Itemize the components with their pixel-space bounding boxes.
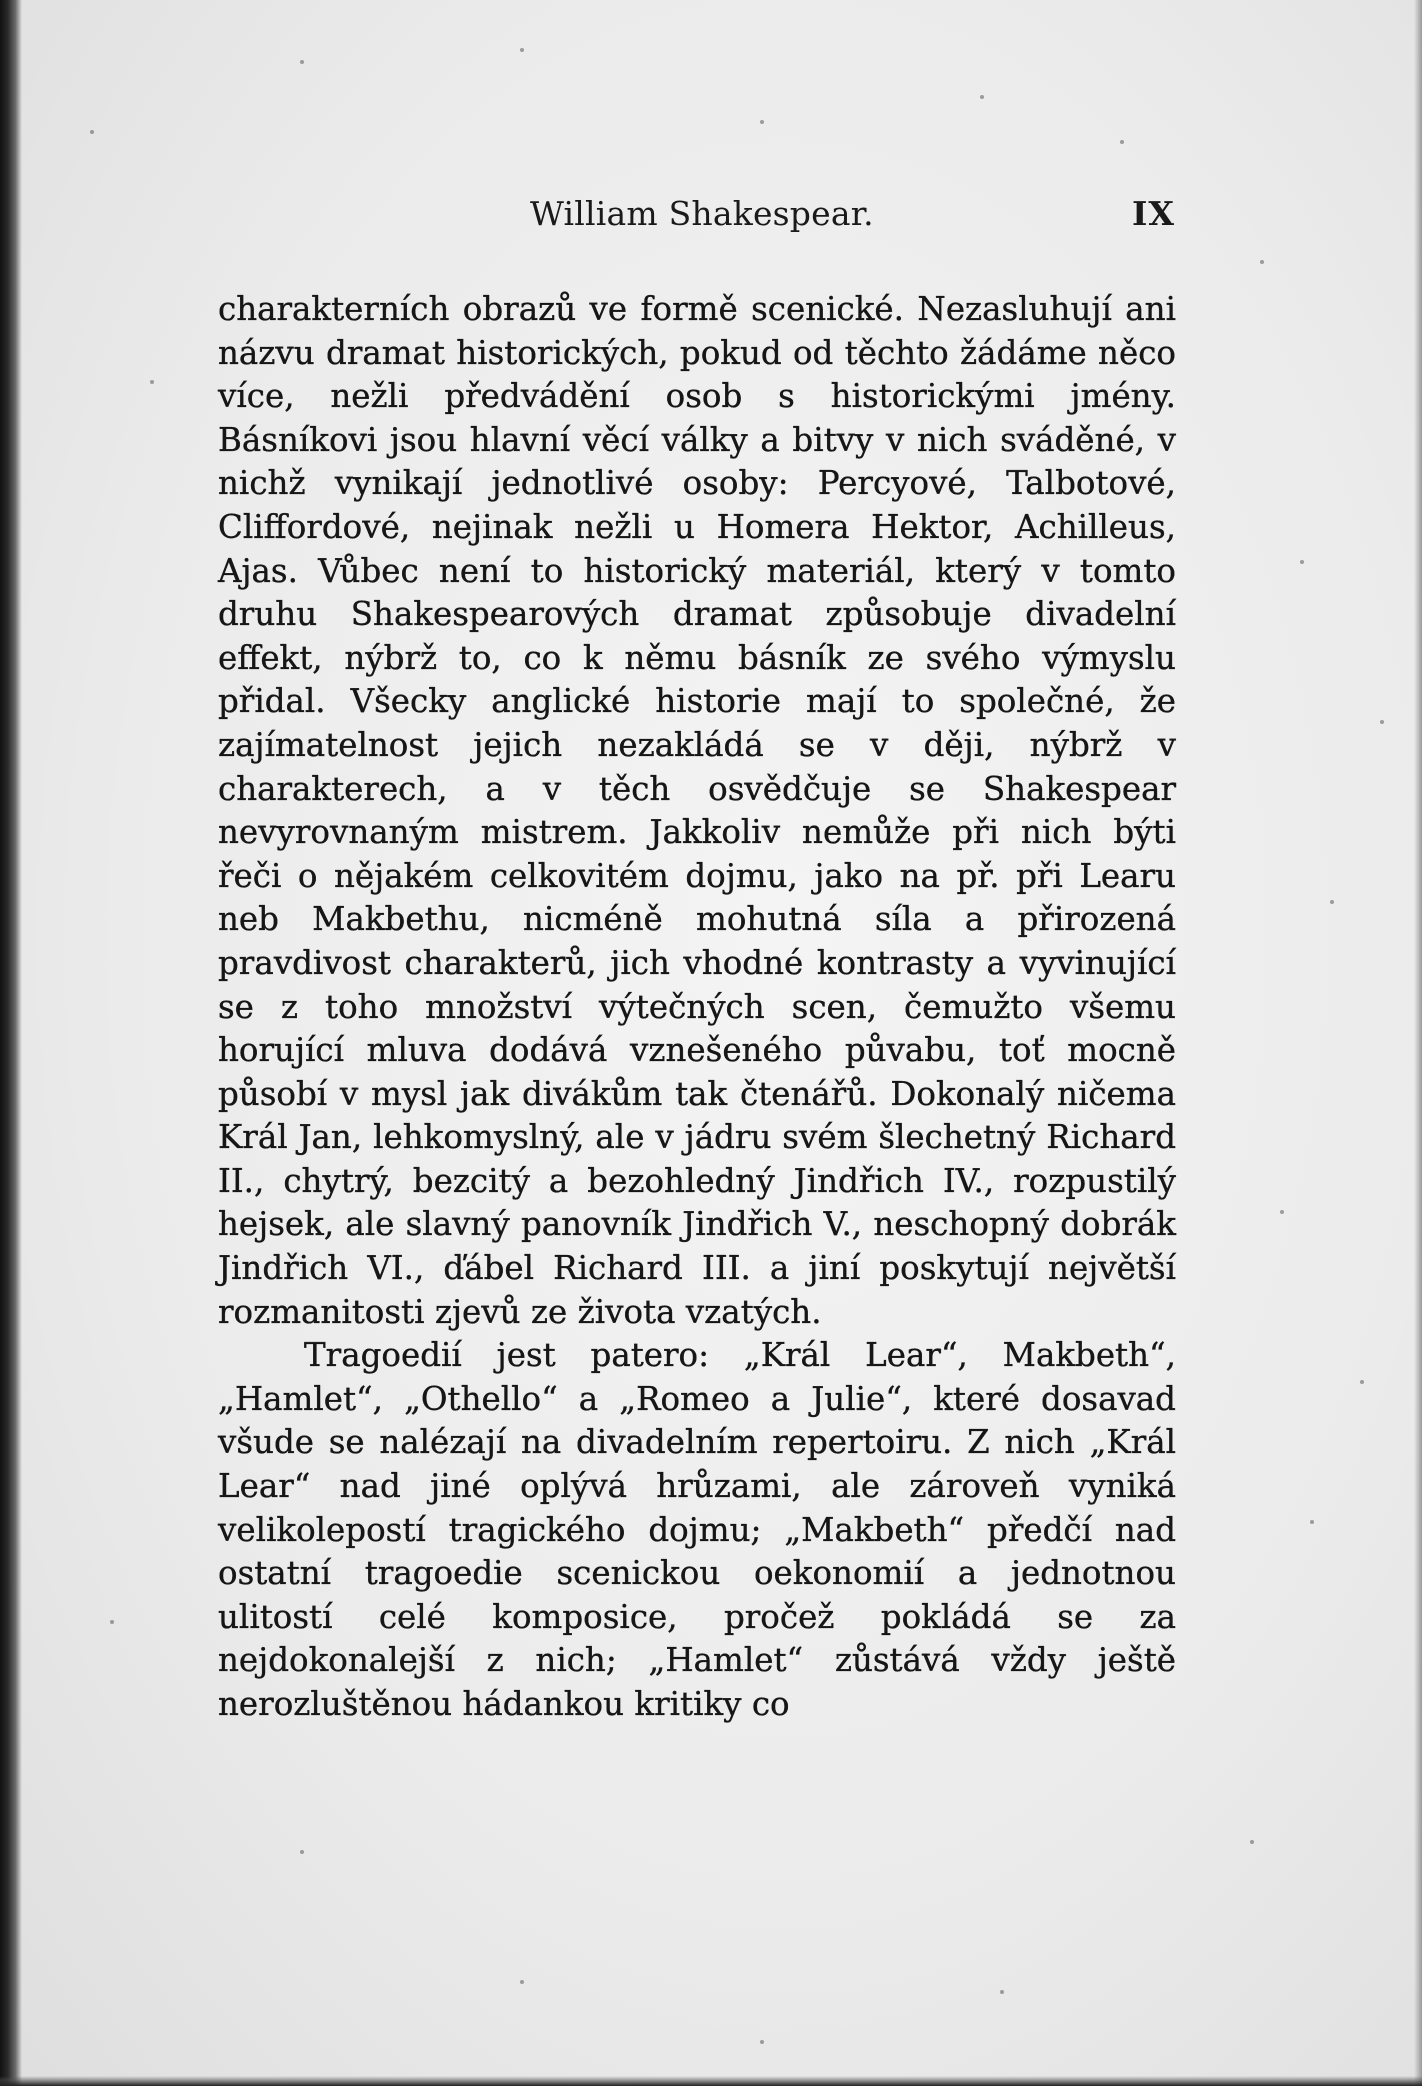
body-text — [218, 288, 1176, 1727]
page-right-edge-shadow — [1414, 0, 1422, 2086]
paragraph: Tragoedií jest patero: „Král Lear“, Makbeth“, „Hamlet“, „Othello“ a „Romeo a Julie“, které dosavad všude se nalézají na divadelním repertoiru. Z nich „Král Lear“ nad jiné oplývá hrůzami, ale zároveň vyniká velikolepostí tragického dojmu; „Makbeth“ předčí nad ostatní tragoedie scenickou oekonomií a jednotnou ulitostí celé komposice, pročež pokládá se za nejdokonalejší z nich; „Hamlet“ zůstává vždy ještě nerozluštěnou hádankou kritiky co — [218, 1336, 1176, 1723]
page-number: IX — [1131, 194, 1175, 233]
page-left-edge-shadow — [0, 0, 22, 2086]
paragraph: charakterních obrazů ve formě scenické. Nezasluhují ani názvu dramat historických, pokud od těchto žádáme něco více, nežli předvádění osob s historickými jmény. Básníkovi jsou hlavní věcí války a bitvy v nich sváděné, v nichž vynikají jednotlivé osoby: Percyové, Talbotové, Cliffordové, nejinak nežli u Homera Hektor, Achilleus, Ajas. Vůbec není to historický materiál, který v tomto druhu Shakespearových dramat způsobuje divadelní effekt, nýbrž to, co k němu básník ze svého výmyslu přidal. Všecky anglické historie mají to společné, že zajímatelnost jejich nezakládá se v ději, nýbrž v charakterech, a v těch osvědčuje se Shakespear nevyrovnaným mistrem. Jakkoliv nemůže při nich býti řeči o nějakém celkovitém dojmu, jako na př. při Learu neb Makbethu, nicméně mohutná síla a přirozená pravdivost charakterů, jich vhodné kontrasty a vyvinující se z toho množství výtečných scen, čemužto všemu horující mluva dodává vznešeného půvabu, toť mocně působí v mysl jak divákům tak čtenářů. Dokonalý ničema Král Jan, lehkomyslný, ale v jádru svém šlechetný Richard II., chytrý, bezcitý a bezohledný Jindřich IV., rozpustilý hejsek, ale slavný panovník Jindřich V., neschopný dobrák Jindřich VI., ďábel Richard III. a jiní poskytují největší rozmanitosti zjevů ze života vzatých. — [218, 290, 1176, 1331]
page-header — [220, 194, 1175, 242]
page-bottom-edge-shadow — [0, 2076, 1422, 2086]
running-title: William Shakespear. — [530, 194, 874, 233]
